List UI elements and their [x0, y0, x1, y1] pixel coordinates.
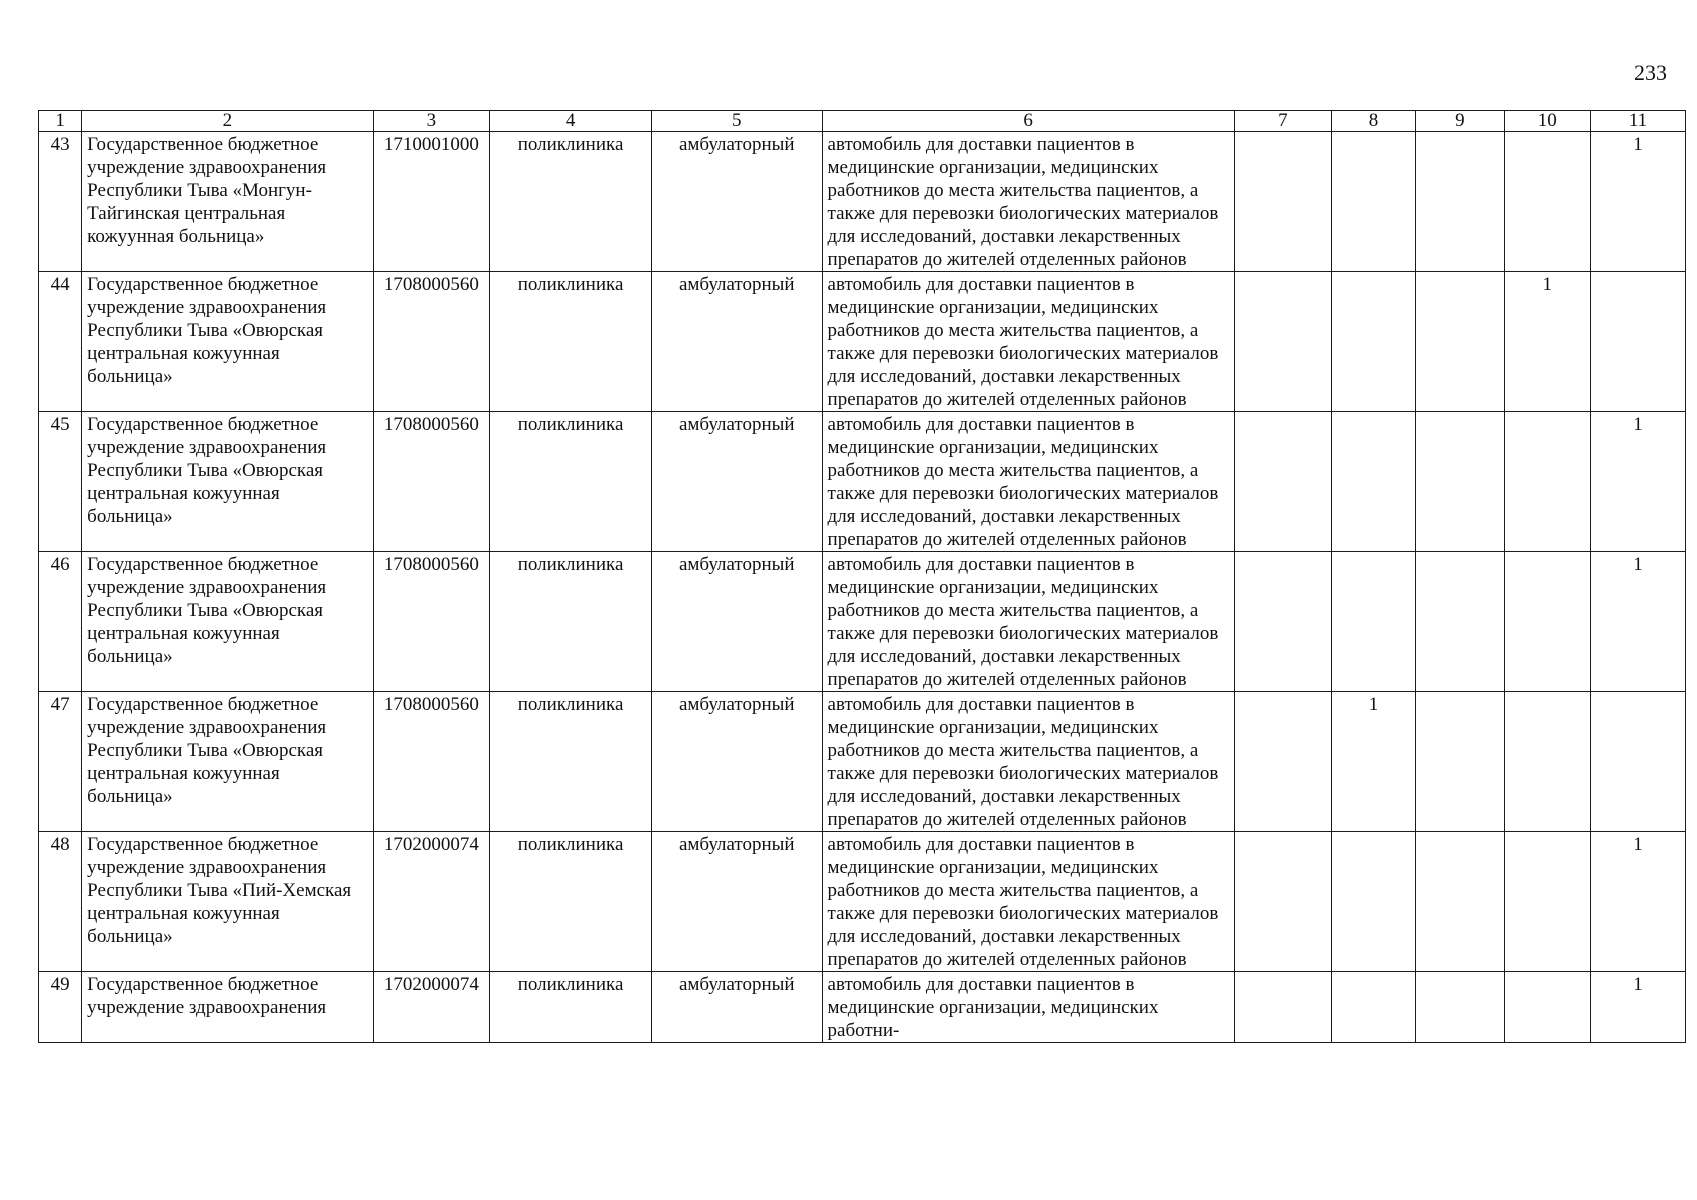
count-col-11: 1 — [1590, 972, 1685, 1043]
header-cell: 1 — [39, 111, 82, 132]
header-cell: 8 — [1331, 111, 1415, 132]
unit-type: поликлиника — [490, 552, 652, 692]
count-col-8 — [1331, 132, 1415, 272]
count-col-9 — [1416, 552, 1505, 692]
count-col-10 — [1504, 692, 1590, 832]
count-col-7 — [1234, 692, 1331, 832]
unit-type: поликлиника — [490, 132, 652, 272]
vehicle-purpose: автомобиль для доставки пациентов в медицинские организации, медицинских работни- — [822, 972, 1234, 1043]
organization-code: 1708000560 — [373, 412, 490, 552]
row-number: 43 — [39, 132, 82, 272]
table-row — [39, 692, 1686, 832]
count-col-9 — [1416, 692, 1505, 832]
organization-name: Государственное бюджетное учреждение здравоохранения Республики Тыва «Овюрская центральная кожуунная больница» — [82, 272, 373, 412]
count-col-7 — [1234, 412, 1331, 552]
count-col-10 — [1504, 412, 1590, 552]
care-mode: амбулаторный — [652, 552, 823, 692]
count-col-7 — [1234, 272, 1331, 412]
vehicle-purpose: автомобиль для доставки пациентов в медицинские организации, медицинских работников до места жительства пациентов, а также для перевозки биологических материалов для исследований, доставки лекарственных препаратов до жителей отделенных районов — [822, 552, 1234, 692]
vehicle-purpose: автомобиль для доставки пациентов в медицинские организации, медицинских работников до места жительства пациентов, а также для перевозки биологических материалов для исследований, доставки лекарственных препаратов до жителей отделенных районов — [822, 132, 1234, 272]
care-mode: амбулаторный — [652, 272, 823, 412]
vehicle-purpose: автомобиль для доставки пациентов в медицинские организации, медицинских работников до места жительства пациентов, а также для перевозки биологических материалов для исследований, доставки лекарственных препаратов до жителей отделенных районов — [822, 832, 1234, 972]
organization-name: Государственное бюджетное учреждение здравоохранения Республики Тыва «Овюрская центральная кожуунная больница» — [82, 692, 373, 832]
header-cell: 11 — [1590, 111, 1685, 132]
header-cell: 5 — [652, 111, 823, 132]
count-col-10 — [1504, 552, 1590, 692]
header-cell: 9 — [1416, 111, 1505, 132]
table-row — [39, 412, 1686, 552]
count-col-11: 1 — [1590, 832, 1685, 972]
header-cell: 4 — [490, 111, 652, 132]
organization-name: Государственное бюджетное учреждение здравоохранения Республики Тыва «Монгун-Тайгинская центральная кожуунная больница» — [82, 132, 373, 272]
header-cell: 2 — [82, 111, 373, 132]
count-col-8 — [1331, 972, 1415, 1043]
organization-code: 1702000074 — [373, 832, 490, 972]
count-col-8 — [1331, 412, 1415, 552]
count-col-11: 1 — [1590, 132, 1685, 272]
organization-code: 1708000560 — [373, 272, 490, 412]
unit-type: поликлиника — [490, 972, 652, 1043]
header-cell: 6 — [822, 111, 1234, 132]
count-col-9 — [1416, 272, 1505, 412]
count-col-9 — [1416, 132, 1505, 272]
organization-code: 1708000560 — [373, 552, 490, 692]
count-col-11 — [1590, 272, 1685, 412]
organization-code: 1710001000 — [373, 132, 490, 272]
table-row — [39, 832, 1686, 972]
organization-name: Государственное бюджетное учреждение здравоохранения Республики Тыва «Овюрская центральная кожуунная больница» — [82, 412, 373, 552]
count-col-10: 1 — [1504, 272, 1590, 412]
unit-type: поликлиника — [490, 272, 652, 412]
header-cell: 7 — [1234, 111, 1331, 132]
vehicle-purpose: автомобиль для доставки пациентов в медицинские организации, медицинских работников до места жительства пациентов, а также для перевозки биологических материалов для исследований, доставки лекарственных препаратов до жителей отделенных районов — [822, 272, 1234, 412]
organization-name: Государственное бюджетное учреждение здравоохранения — [82, 972, 373, 1043]
organization-name: Государственное бюджетное учреждение здравоохранения Республики Тыва «Пий-Хемская центральная кожуунная больница» — [82, 832, 373, 972]
count-col-11: 1 — [1590, 552, 1685, 692]
page-number: 233 — [1634, 60, 1667, 85]
unit-type: поликлиника — [490, 832, 652, 972]
care-mode: амбулаторный — [652, 692, 823, 832]
count-col-10 — [1504, 832, 1590, 972]
count-col-9 — [1416, 832, 1505, 972]
count-col-10 — [1504, 972, 1590, 1043]
header-cell: 3 — [373, 111, 490, 132]
table-header-row — [39, 111, 1686, 132]
count-col-9 — [1416, 412, 1505, 552]
count-col-8 — [1331, 832, 1415, 972]
vehicle-purpose: автомобиль для доставки пациентов в медицинские организации, медицинских работников до места жительства пациентов, а также для перевозки биологических материалов для исследований, доставки лекарственных препаратов до жителей отделенных районов — [822, 412, 1234, 552]
care-mode: амбулаторный — [652, 412, 823, 552]
count-col-9 — [1416, 972, 1505, 1043]
table-row — [39, 272, 1686, 412]
count-col-7 — [1234, 972, 1331, 1043]
table-row — [39, 972, 1686, 1043]
count-col-7 — [1234, 832, 1331, 972]
vehicle-purpose: автомобиль для доставки пациентов в медицинские организации, медицинских работников до места жительства пациентов, а также для перевозки биологических материалов для исследований, доставки лекарственных препаратов до жителей отделенных районов — [822, 692, 1234, 832]
vehicle-registry-table — [38, 110, 1686, 1043]
organization-code: 1702000074 — [373, 972, 490, 1043]
count-col-8 — [1331, 552, 1415, 692]
care-mode: амбулаторный — [652, 132, 823, 272]
row-number: 44 — [39, 272, 82, 412]
row-number: 49 — [39, 972, 82, 1043]
unit-type: поликлиника — [490, 412, 652, 552]
count-col-10 — [1504, 132, 1590, 272]
table-row — [39, 552, 1686, 692]
count-col-8: 1 — [1331, 692, 1415, 832]
count-col-7 — [1234, 552, 1331, 692]
count-col-7 — [1234, 132, 1331, 272]
row-number: 45 — [39, 412, 82, 552]
care-mode: амбулаторный — [652, 972, 823, 1043]
row-number: 47 — [39, 692, 82, 832]
header-cell: 10 — [1504, 111, 1590, 132]
care-mode: амбулаторный — [652, 832, 823, 972]
count-col-11 — [1590, 692, 1685, 832]
organization-name: Государственное бюджетное учреждение здравоохранения Республики Тыва «Овюрская центральная кожуунная больница» — [82, 552, 373, 692]
organization-code: 1708000560 — [373, 692, 490, 832]
row-number: 48 — [39, 832, 82, 972]
table-row — [39, 132, 1686, 272]
unit-type: поликлиника — [490, 692, 652, 832]
row-number: 46 — [39, 552, 82, 692]
count-col-11: 1 — [1590, 412, 1685, 552]
count-col-8 — [1331, 272, 1415, 412]
